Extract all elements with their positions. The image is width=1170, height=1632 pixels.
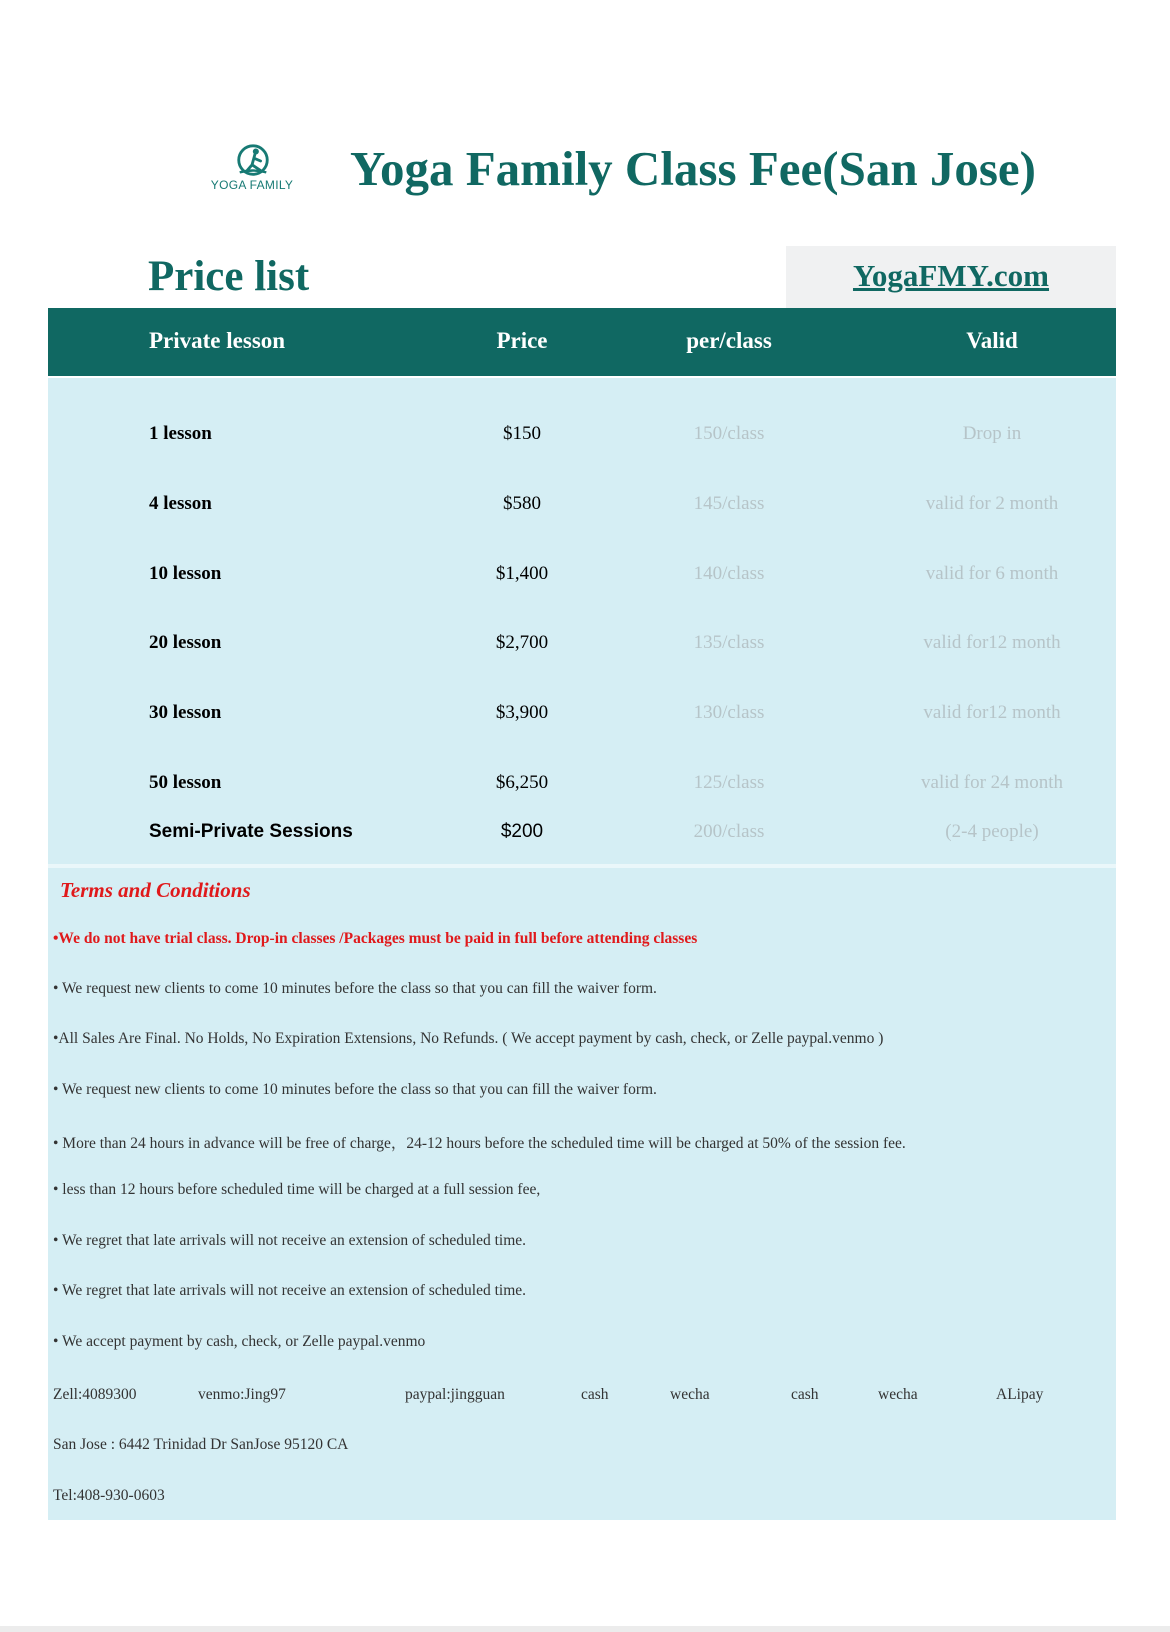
price-cell: $6,250 <box>495 772 549 793</box>
term-item: • We accept payment by cash, check, or Zelle paypal.venmo <box>53 1333 426 1350</box>
lesson-cell: 30 lesson <box>149 702 222 723</box>
terms-section <box>48 868 1116 1520</box>
term-item: • We request new clients to come 10 minutes before the class so that you can fill the waiver form. <box>53 980 657 997</box>
payment-paypal: paypal:jingguan <box>405 1386 505 1403</box>
logo-text: YOGA FAMILY <box>210 178 294 192</box>
table-row <box>48 423 1116 455</box>
term-item: • More than 24 hours in advance will be free of charge，24-12 hours before the scheduled time will be charged at 50% of the session fee. <box>53 1135 906 1152</box>
table-row <box>48 702 1116 734</box>
valid-cell: Drop in <box>962 423 1022 444</box>
valid-cell: valid for 24 month <box>921 772 1063 793</box>
valid-cell: valid for12 month <box>923 632 1061 653</box>
price-cell: $2,700 <box>495 632 549 653</box>
term-item: • We regret that late arrivals will not receive an extension of scheduled time. <box>53 1282 527 1299</box>
table-row <box>48 493 1116 525</box>
price-cell: $1,400 <box>495 563 549 584</box>
payment-wechat: wecha <box>878 1386 918 1403</box>
lesson-cell: Semi-Private Sessions <box>149 821 353 842</box>
table-row <box>48 632 1116 664</box>
valid-cell: (2-4 people) <box>945 821 1039 842</box>
price-cell: $150 <box>503 423 541 444</box>
price-cell: $3,900 <box>495 702 549 723</box>
payment-venmo: venmo:Jing97 <box>198 1386 286 1403</box>
payment-zelle: Zell:4089300 <box>53 1386 137 1403</box>
price-table-body <box>48 378 1116 864</box>
table-row <box>48 563 1116 595</box>
header-price: Price <box>496 328 548 353</box>
header-valid: Valid <box>966 328 1018 353</box>
price-cell: $200 <box>500 821 544 842</box>
price-table-header <box>48 308 1116 376</box>
header-per-class: per/class <box>686 328 772 353</box>
yoga-family-logo <box>206 142 298 202</box>
table-row <box>48 772 1116 804</box>
payment-alipay: ALipay <box>996 1386 1044 1403</box>
term-item: • We regret that late arrivals will not receive an extension of scheduled time. <box>53 1232 527 1249</box>
page-title: Yoga Family Class Fee(San Jose) <box>350 141 1036 196</box>
page-bottom-edge <box>0 1626 1170 1632</box>
address: San Jose : 6442 Trinidad Dr SanJose 95120 CA <box>53 1436 349 1453</box>
term-item: • less than 12 hours before scheduled time will be charged at a full session fee, <box>53 1181 541 1198</box>
term-item: • We request new clients to come 10 minutes before the class so that you can fill the waiver form. <box>53 1081 657 1098</box>
term-item: •We do not have trial class. Drop-in classes /Packages must be paid in full before attending classes <box>53 930 698 947</box>
per-class-cell: 145/class <box>693 493 765 514</box>
per-class-cell: 140/class <box>693 563 765 584</box>
terms-title: Terms and Conditions <box>60 878 251 902</box>
price-list-heading: Price list <box>148 253 310 300</box>
lesson-cell: 20 lesson <box>149 632 222 653</box>
website-box <box>786 246 1116 308</box>
yoga-pose-icon <box>234 142 272 180</box>
lesson-cell: 50 lesson <box>149 772 222 793</box>
payment-cash: cash <box>791 1386 819 1403</box>
lesson-cell: 4 lesson <box>149 493 212 514</box>
website-link[interactable]: YogaFMY.com <box>852 258 1050 293</box>
payment-cash: cash <box>581 1386 609 1403</box>
telephone: Tel:408-930-0603 <box>53 1487 165 1504</box>
lesson-cell: 10 lesson <box>149 563 222 584</box>
table-row <box>48 821 1116 853</box>
per-class-cell: 125/class <box>693 772 765 793</box>
lesson-cell: 1 lesson <box>149 423 212 444</box>
term-item: •All Sales Are Final. No Holds, No Expiration Extensions, No Refunds. ( We accept payment by cash, check, or Zelle paypal.venmo ) <box>53 1030 884 1047</box>
valid-cell: valid for12 month <box>923 702 1061 723</box>
per-class-cell: 135/class <box>693 632 765 653</box>
per-class-cell: 200/class <box>693 821 765 842</box>
payment-wechat: wecha <box>670 1386 710 1403</box>
header-private-lesson: Private lesson <box>149 328 286 353</box>
valid-cell: valid for 6 month <box>925 563 1059 584</box>
per-class-cell: 150/class <box>693 423 765 444</box>
valid-cell: valid for 2 month <box>925 493 1059 514</box>
per-class-cell: 130/class <box>693 702 765 723</box>
price-cell: $580 <box>503 493 541 514</box>
